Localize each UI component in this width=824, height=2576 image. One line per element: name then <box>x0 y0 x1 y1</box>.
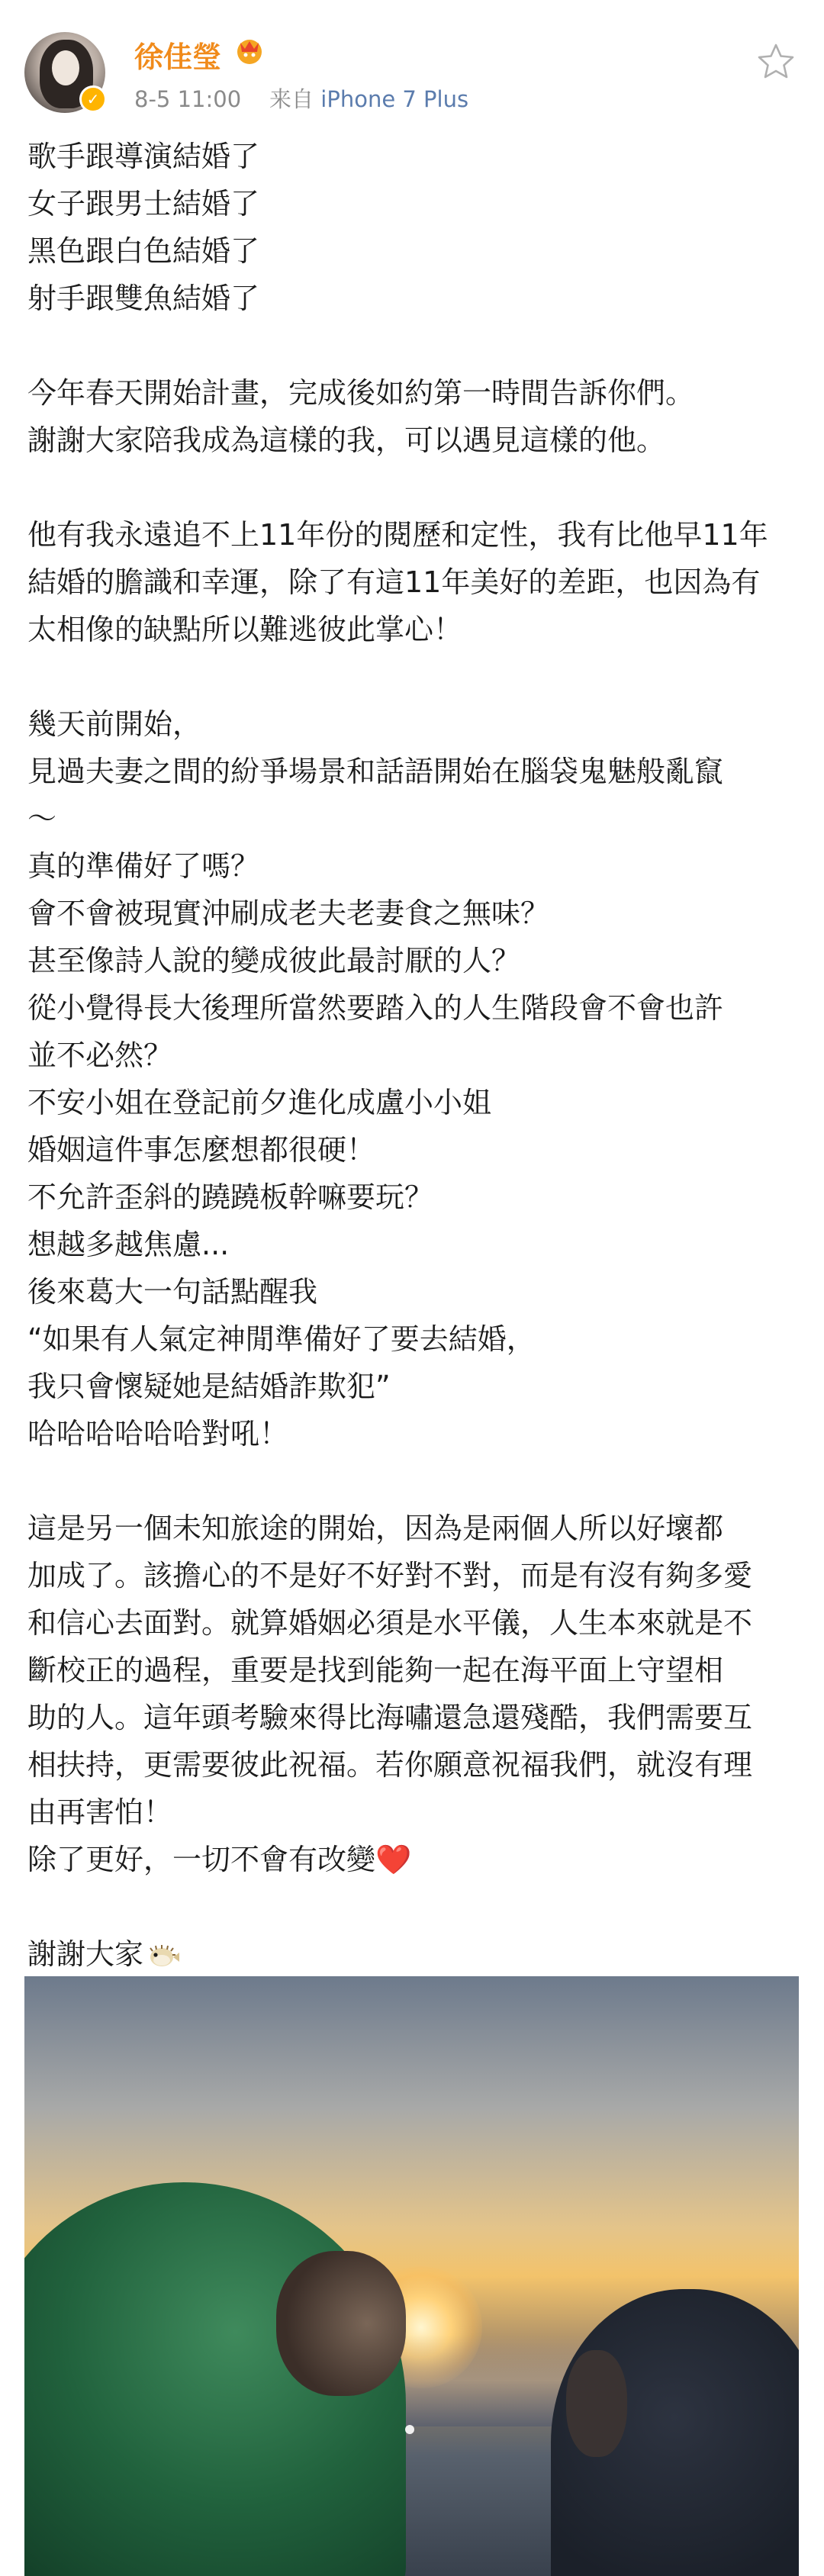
post-text-line: 哈哈哈哈哈哈對吼！ <box>27 1417 289 1451</box>
post-text-line: 今年春天開始計畫，完成後如約第一時間告訴你們。 <box>27 376 695 410</box>
post-text-line: ～ <box>27 802 57 836</box>
post-text-line: 助的人。這年頭考驗來得比海嘯還急還殘酷，我們需要互 <box>27 1701 753 1734</box>
post-thanks-line: 謝謝大家 <box>27 1930 798 1978</box>
post-text-line: 甚至像詩人說的變成彼此最討厭的人？ <box>27 944 521 977</box>
username[interactable]: 徐佳瑩 <box>134 40 222 74</box>
post-text-line: “如果有人氣定神閒準備好了要去結婚， <box>27 1322 536 1356</box>
verified-badge-icon: ✓ <box>79 85 107 113</box>
device-name[interactable]: iPhone 7 Plus <box>320 86 469 112</box>
post-text-line: 歌手跟導演結婚了 <box>27 140 260 173</box>
post-text-line: 加成了。該擔心的不是好不好對不對，而是有沒有夠多愛 <box>27 1559 753 1592</box>
post-text-line: 想越多越焦慮... <box>27 1228 230 1261</box>
avatar-face <box>52 50 79 85</box>
post-text-line: 見過夫妻之間的紛爭場景和話語開始在腦袋鬼魅般亂竄 <box>27 755 724 788</box>
post-text-line: 黑色跟白色結婚了 <box>27 234 260 268</box>
post-text-line: 相扶持，更需要彼此祝福。若你願意祝福我們，就沒有理 <box>27 1748 753 1782</box>
post-text-line: 真的準備好了嗎？ <box>27 849 260 883</box>
blank-line <box>27 653 798 700</box>
person-left-face <box>276 2251 406 2396</box>
post-text-line: 謝謝大家陪我成為這樣的我，可以遇見這樣的他。 <box>27 423 666 457</box>
vip-crown-icon <box>233 35 266 66</box>
post-text-line: 太相像的缺點所以難逃彼此掌心！ <box>27 613 463 646</box>
post-text-line: 後來葛大一句話點醒我 <box>27 1275 318 1309</box>
post-text-line: 結婚的膽識和幸運，除了有這11年美好的差距，也因為有 <box>27 565 761 599</box>
pufferfish-emoji-icon <box>145 1944 180 1969</box>
blank-line <box>27 1457 798 1505</box>
post-text-line: 婚姻這件事怎麼想都很硬！ <box>27 1133 376 1167</box>
post-text-line: 幾天前開始， <box>27 707 202 741</box>
star-outline-icon[interactable] <box>755 41 797 82</box>
post-photo[interactable] <box>24 1976 799 2576</box>
person-right-face <box>566 2350 627 2457</box>
post-text-line: 這是另一個未知旅途的開始，因為是兩個人所以好壞都 <box>27 1512 724 1545</box>
photo-page-indicator <box>405 2425 414 2434</box>
post-text-line: 不允許歪斜的蹺蹺板幹嘛要玩？ <box>27 1180 434 1214</box>
post-timestamp: 8-5 11:00 <box>134 86 242 112</box>
post-text-line: 女子跟男士結婚了 <box>27 187 260 221</box>
source-prefix: 来自 <box>269 86 314 112</box>
post-text-line: 從小覺得長大後理所當然要踏入的人生階段會不會也許 <box>27 991 724 1025</box>
post-text-line: 不安小姐在登記前夕進化成盧小小姐 <box>27 1086 492 1119</box>
post-last-line: 除了更好，一切不會有改變❤️ <box>27 1843 412 1876</box>
post-text-line: 射手跟雙魚結婚了 <box>27 282 260 315</box>
post-text-line: 他有我永遠追不上11年份的閱歷和定性，我有比他早11年 <box>27 518 768 552</box>
post-text-line: 和信心去面對。就算婚姻必須是水平儀，人生本來就是不 <box>27 1606 753 1640</box>
post-text-line: 我只會懷疑她是結婚詐欺犯” <box>27 1370 391 1403</box>
post-body <box>27 133 798 1978</box>
blank-line <box>27 464 798 511</box>
blank-line <box>27 1883 798 1930</box>
heart-emoji: ❤️ <box>375 1843 412 1876</box>
blank-line <box>27 322 798 369</box>
post-header <box>0 0 824 122</box>
post-text-line: 斷校正的過程，重要是找到能夠一起在海平面上守望相 <box>27 1653 724 1687</box>
post-text-line: 並不必然？ <box>27 1038 173 1072</box>
post-text-line: 會不會被現實沖刷成老夫老妻食之無味？ <box>27 897 550 930</box>
post-text-line: 由再害怕！ <box>27 1795 173 1829</box>
post-meta <box>134 82 468 114</box>
